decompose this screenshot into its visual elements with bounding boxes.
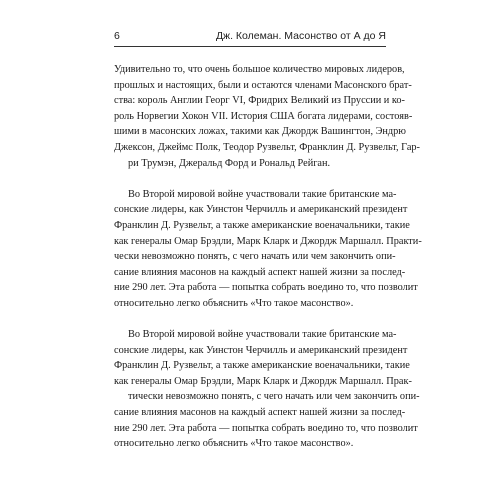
text-line: тически невозможно понять, с чего начать или чем закончить опи-	[128, 391, 420, 403]
text-line: прошлых и настоящих, были и остаются членами Масонского брат-	[114, 79, 412, 91]
text-line: ри Трумэн, Джеральд Форд и Рональд Рейган.	[128, 157, 331, 169]
text-line: сание влияния масонов на каждый аспект нашей жизни за послед-	[114, 266, 406, 278]
text-line: ние 290 лет. Эта работа — попытка собрать воедино то, что позволит	[114, 422, 418, 434]
text-line: Франклин Д. Рузвельт, а также американские военачальники, такие	[114, 360, 410, 372]
text-line: сонские лидеры, как Уинстон Черчилль и американский президент	[114, 204, 408, 216]
paragraph-2	[114, 187, 422, 312]
text-line: Во Второй мировой войне участвовали такие британские ма-	[128, 329, 397, 341]
running-title: Дж. Колеман. Масонство от А до Я	[215, 30, 386, 42]
text-line: как генералы Омар Брэдли, Марк Кларк и Джордж Маршалл. Прак-	[114, 375, 412, 387]
text-line: Удивительно то, что очень большое количество мировых лидеров,	[114, 64, 405, 75]
text-line: относительно легко объяснить «Что такое масонство».	[114, 438, 354, 450]
text-line: Во Второй мировой войне участвовали такие британские ма-	[128, 188, 397, 200]
header-rule	[114, 46, 386, 47]
text-line: ние 290 лет. Эта работа — попытка собрать воедино то, что позволит	[114, 282, 418, 294]
paragraph-1	[114, 62, 420, 171]
text-line: роль Норвегии Хокон VII. История США богата лидерами, состояв-	[114, 110, 413, 122]
page-body	[114, 62, 422, 467]
page-number: 6	[114, 30, 120, 42]
text-line: ства: король Англии Георг VI, Фридрих Великий из Пруссии и ко-	[114, 95, 405, 107]
page-header	[114, 30, 386, 44]
text-line: Франклин Д. Рузвельт, а также американские военачальники, такие	[114, 219, 410, 231]
text-line: сонские лидеры, как Уинстон Черчилль и американский президент	[114, 344, 408, 356]
text-line: относительно легко объяснить «Что такое масонство».	[114, 297, 354, 309]
text-line: шими в масонских ложах, такими как Джордж Вашингтон, Эндрю	[114, 126, 406, 138]
text-line: Джексон, Джеймс Полк, Теодор Рузвельт, Франклин Д. Рузвельт, Гар-	[114, 141, 420, 153]
text-line: чески невозможно понять, с чего начать или чем закончить опи-	[114, 251, 396, 263]
text-line: как генералы Омар Брэдли, Марк Кларк и Джордж Маршалл. Практи-	[114, 235, 422, 247]
text-line: сание влияния масонов на каждый аспект нашей жизни за послед-	[114, 407, 406, 419]
paragraph-3	[114, 327, 420, 452]
